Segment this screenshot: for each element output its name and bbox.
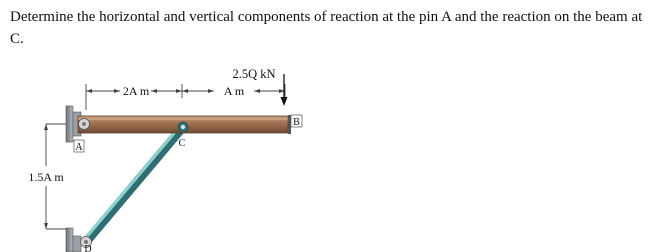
problem-statement: Determine the horizontal and vertical components of reaction at the pin A and the reaction on the beam at C. — [10, 9, 643, 47]
svg-text:D: D — [84, 244, 92, 252]
dimension-label-ac: 2A m — [122, 84, 150, 98]
load-label: 2.5Q kN — [232, 67, 276, 81]
wall-support-d — [66, 228, 81, 252]
point-label-b — [291, 115, 302, 128]
dimension-label-cb: A m — [223, 84, 245, 98]
point-label-a — [74, 140, 84, 153]
pin-a — [79, 119, 90, 130]
svg-text:B: B — [293, 117, 300, 128]
dimension-label-ad: 1.5A m — [28, 170, 64, 184]
point-label-d — [84, 244, 91, 252]
svg-text:C: C — [178, 138, 186, 149]
svg-text:A: A — [75, 142, 83, 153]
horizontal-dimension — [86, 84, 285, 110]
pin-c — [178, 122, 188, 132]
point-label-c — [179, 138, 186, 149]
strut-dc — [84, 125, 183, 242]
